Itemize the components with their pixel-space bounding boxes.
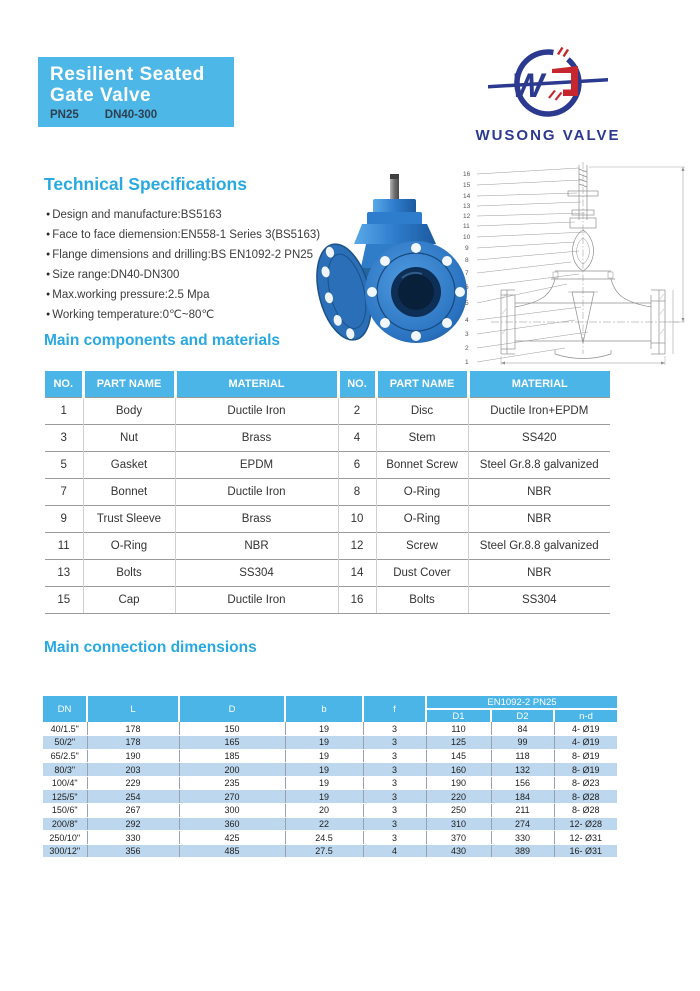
table-cell: Steel Gr.8.8 galvanized <box>468 451 610 478</box>
table-cell: Screw <box>376 532 468 559</box>
table-cell: Ductile Iron+EPDM <box>468 397 610 424</box>
callout-label: 10 <box>463 234 471 241</box>
table-cell: 8- Ø19 <box>554 749 617 763</box>
table-row <box>43 804 617 818</box>
callout-label: 7 <box>465 270 469 277</box>
table-cell: 8 <box>338 478 376 505</box>
valve-bonnet <box>354 224 436 244</box>
table-cell: 16 <box>338 586 376 613</box>
section-heading-dimensions: Main connection dimensions <box>44 639 257 656</box>
table-cell: 65/2.5" <box>43 749 87 763</box>
table-cell: 485 <box>179 844 285 858</box>
title-block <box>38 57 234 127</box>
table-cell: Ductile Iron <box>175 478 338 505</box>
wusong-logo-icon <box>486 44 610 124</box>
table-row <box>43 749 617 763</box>
page-title-line1: Resilient Seated <box>50 64 205 85</box>
table-cell: 360 <box>179 817 285 831</box>
table-cell: 15 <box>45 586 83 613</box>
table-cell: 8- Ø19 <box>554 763 617 777</box>
table-cell: 3 <box>363 736 426 750</box>
dimensions-table <box>43 696 617 858</box>
table-cell: Bonnet Screw <box>376 451 468 478</box>
table-cell: 160 <box>426 763 491 777</box>
column-group-header: EN1092-2 PN25 <box>426 696 617 709</box>
table-cell: 10 <box>338 505 376 532</box>
table-cell: 200/8" <box>43 817 87 831</box>
components-table-body <box>45 397 610 613</box>
column-header: NO. <box>45 371 83 397</box>
valve-drawing-diagram <box>455 162 695 370</box>
table-cell: Ductile Iron <box>175 397 338 424</box>
table-cell: SS304 <box>468 586 610 613</box>
table-cell: 165 <box>179 736 285 750</box>
table-cell: 178 <box>87 736 179 750</box>
table-cell: 8- Ø23 <box>554 776 617 790</box>
valve-collar <box>367 212 422 225</box>
table-cell: 110 <box>426 722 491 736</box>
table-cell: 3 <box>363 749 426 763</box>
table-cell: 145 <box>426 749 491 763</box>
components-table <box>45 371 610 614</box>
table-cell: 370 <box>426 831 491 845</box>
table-cell: 40/1.5" <box>43 722 87 736</box>
table-cell: 20 <box>285 804 363 818</box>
table-cell: Bolts <box>376 586 468 613</box>
table-cell: 8- Ø28 <box>554 790 617 804</box>
table-cell: 178 <box>87 722 179 736</box>
spec-item: ● Size range:DN40-DN300 <box>46 265 320 285</box>
table-cell: 5 <box>45 451 83 478</box>
table-cell: 211 <box>491 804 554 818</box>
table-cell: 150/6" <box>43 804 87 818</box>
table-row <box>45 505 610 532</box>
pn-rating: PN25 <box>50 109 79 121</box>
table-cell: 250/10" <box>43 831 87 845</box>
column-header: DN <box>43 696 87 722</box>
callout-label: 11 <box>463 223 470 230</box>
table-cell: NBR <box>175 532 338 559</box>
valve-gland <box>373 199 416 214</box>
spec-item: ● Max.working pressure:2.5 Mpa <box>46 285 320 305</box>
table-header-row <box>43 696 617 709</box>
table-cell: 235 <box>179 776 285 790</box>
table-cell: 300/12" <box>43 844 87 858</box>
column-header: b <box>285 696 363 722</box>
table-cell: O-Ring <box>83 532 175 559</box>
table-cell: Dust Cover <box>376 559 468 586</box>
table-cell: NBR <box>468 559 610 586</box>
dimensions-table-body <box>43 722 617 858</box>
drawing-leader-lines <box>477 168 588 362</box>
callout-label: 2 <box>465 345 469 352</box>
callout-label: 12 <box>463 213 471 220</box>
callout-label: 3 <box>465 331 469 338</box>
table-cell: 185 <box>179 749 285 763</box>
table-cell: 3 <box>363 804 426 818</box>
table-row <box>45 559 610 586</box>
callout-label: 1 <box>465 359 469 366</box>
table-cell: Ductile Iron <box>175 586 338 613</box>
table-cell: NBR <box>468 478 610 505</box>
column-header: MATERIAL <box>468 371 610 397</box>
callout-label: 4 <box>465 317 469 324</box>
table-cell: EPDM <box>175 451 338 478</box>
column-header: D1 <box>426 709 491 722</box>
logo-red-slash <box>564 50 569 57</box>
table-cell: Gasket <box>83 451 175 478</box>
logo-red-slash <box>549 91 555 99</box>
brand-logo-block <box>468 44 628 144</box>
table-cell: 292 <box>87 817 179 831</box>
logo-red-slash <box>556 93 562 101</box>
column-header: NO. <box>338 371 376 397</box>
table-cell: Disc <box>376 397 468 424</box>
table-cell: 3 <box>363 776 426 790</box>
title-subline <box>50 109 224 121</box>
table-cell: 267 <box>87 804 179 818</box>
table-cell: 13 <box>45 559 83 586</box>
table-cell: 19 <box>285 722 363 736</box>
table-cell: Trust Sleeve <box>83 505 175 532</box>
table-cell: 270 <box>179 790 285 804</box>
table-cell: 12- Ø28 <box>554 817 617 831</box>
table-cell: 24.5 <box>285 831 363 845</box>
spec-list <box>46 205 320 325</box>
table-cell: Bonnet <box>83 478 175 505</box>
table-cell: Body <box>83 397 175 424</box>
table-cell: 203 <box>87 763 179 777</box>
drawing-callouts <box>463 171 471 366</box>
table-row <box>43 763 617 777</box>
dn-range: DN40-300 <box>104 109 158 121</box>
callout-label: 15 <box>463 182 471 189</box>
table-row <box>45 478 610 505</box>
table-cell: 50/2" <box>43 736 87 750</box>
spec-item: ● Working temperature:0℃~80℃ <box>46 305 320 325</box>
table-cell: 310 <box>426 817 491 831</box>
callout-label: 5 <box>465 300 469 307</box>
table-cell: 184 <box>491 790 554 804</box>
column-header: L <box>87 696 179 722</box>
table-cell: 19 <box>285 749 363 763</box>
table-cell: 150 <box>179 722 285 736</box>
table-cell: 84 <box>491 722 554 736</box>
column-header: MATERIAL <box>175 371 338 397</box>
table-cell: 1 <box>45 397 83 424</box>
table-cell: Bolts <box>83 559 175 586</box>
callout-label: 8 <box>465 257 469 264</box>
table-cell: 3 <box>45 424 83 451</box>
table-header-row <box>45 371 610 397</box>
table-cell: 4- Ø19 <box>554 736 617 750</box>
table-cell: Stem <box>376 424 468 451</box>
table-cell: 19 <box>285 776 363 790</box>
valve-front-flange <box>365 241 467 343</box>
table-cell: 19 <box>285 736 363 750</box>
table-cell: 229 <box>87 776 179 790</box>
column-header: PART NAME <box>376 371 468 397</box>
table-cell: 27.5 <box>285 844 363 858</box>
table-cell: 12 <box>338 532 376 559</box>
spec-item: ● Flange dimensions and drilling:BS EN1092-2 PN25 <box>46 245 320 265</box>
callout-label: 13 <box>463 203 471 210</box>
table-row <box>43 831 617 845</box>
table-cell: 190 <box>87 749 179 763</box>
table-cell: 4 <box>338 424 376 451</box>
table-cell: Brass <box>175 505 338 532</box>
column-header: D <box>179 696 285 722</box>
table-cell: 389 <box>491 844 554 858</box>
table-cell: 100/4" <box>43 776 87 790</box>
column-header: n-d <box>554 709 617 722</box>
table-cell: SS420 <box>468 424 610 451</box>
section-heading-components: Main components and materials <box>44 332 280 349</box>
table-cell: 254 <box>87 790 179 804</box>
column-header: f <box>363 696 426 722</box>
table-cell: 12- Ø31 <box>554 831 617 845</box>
table-cell: 8- Ø28 <box>554 804 617 818</box>
table-cell: 132 <box>491 763 554 777</box>
table-cell: 330 <box>87 831 179 845</box>
table-cell: Nut <box>83 424 175 451</box>
table-cell: 6 <box>338 451 376 478</box>
table-row <box>45 532 610 559</box>
table-cell: 3 <box>363 790 426 804</box>
table-row <box>43 844 617 858</box>
column-header: D2 <box>491 709 554 722</box>
table-cell: 220 <box>426 790 491 804</box>
column-header: PART NAME <box>83 371 175 397</box>
table-cell: Steel Gr.8.8 galvanized <box>468 532 610 559</box>
spec-item: ● Design and manufacture:BS5163 <box>46 205 320 225</box>
table-cell: 3 <box>363 817 426 831</box>
valve-stem-tip <box>390 174 399 179</box>
table-cell: 7 <box>45 478 83 505</box>
logo-monogram: W <box>512 67 545 105</box>
table-cell: O-Ring <box>376 505 468 532</box>
table-cell: 9 <box>45 505 83 532</box>
logo-wing-bar <box>488 78 608 89</box>
table-cell: 99 <box>491 736 554 750</box>
table-cell: 250 <box>426 804 491 818</box>
table-cell: 3 <box>363 722 426 736</box>
callout-label: 9 <box>465 245 469 252</box>
table-cell: Brass <box>175 424 338 451</box>
table-cell: 125 <box>426 736 491 750</box>
table-cell: 3 <box>363 831 426 845</box>
table-row <box>43 790 617 804</box>
spec-item: ● Face to face diemension:EN558-1 Series 3(BS5163) <box>46 225 320 245</box>
callout-label: 14 <box>463 193 471 200</box>
table-cell: 425 <box>179 831 285 845</box>
table-cell: 274 <box>491 817 554 831</box>
table-cell: 3 <box>363 763 426 777</box>
page-title-line2: Gate Valve <box>50 85 152 106</box>
table-cell: 430 <box>426 844 491 858</box>
table-cell: 125/5" <box>43 790 87 804</box>
table-row <box>45 451 610 478</box>
table-cell: O-Ring <box>376 478 468 505</box>
table-cell: 190 <box>426 776 491 790</box>
table-cell: 200 <box>179 763 285 777</box>
table-cell: 80/3" <box>43 763 87 777</box>
table-cell: 19 <box>285 763 363 777</box>
brand-name: WUSONG VALVE <box>475 127 621 144</box>
table-row <box>43 722 617 736</box>
logo-red-slash <box>558 48 563 55</box>
section-heading-specs: Technical Specifications <box>44 174 247 194</box>
table-cell: Cap <box>83 586 175 613</box>
components-table-header <box>45 371 610 397</box>
table-cell: 118 <box>491 749 554 763</box>
dimensions-table-header <box>43 696 617 722</box>
table-cell: 4- Ø19 <box>554 722 617 736</box>
table-row <box>45 397 610 424</box>
table-cell: 14 <box>338 559 376 586</box>
table-cell: 22 <box>285 817 363 831</box>
table-cell: NBR <box>468 505 610 532</box>
table-cell: 19 <box>285 790 363 804</box>
table-row <box>43 736 617 750</box>
table-row <box>43 817 617 831</box>
callout-label: 16 <box>463 171 471 178</box>
table-cell: 330 <box>491 831 554 845</box>
table-cell: 356 <box>87 844 179 858</box>
table-row <box>43 776 617 790</box>
table-row <box>45 424 610 451</box>
table-cell: 156 <box>491 776 554 790</box>
table-cell: 11 <box>45 532 83 559</box>
table-cell: SS304 <box>175 559 338 586</box>
callout-label: 6 <box>465 284 469 291</box>
table-cell: 2 <box>338 397 376 424</box>
table-cell: 300 <box>179 804 285 818</box>
table-row <box>45 586 610 613</box>
table-cell: 16- Ø31 <box>554 844 617 858</box>
table-cell: 4 <box>363 844 426 858</box>
drawing-outline <box>491 162 685 365</box>
